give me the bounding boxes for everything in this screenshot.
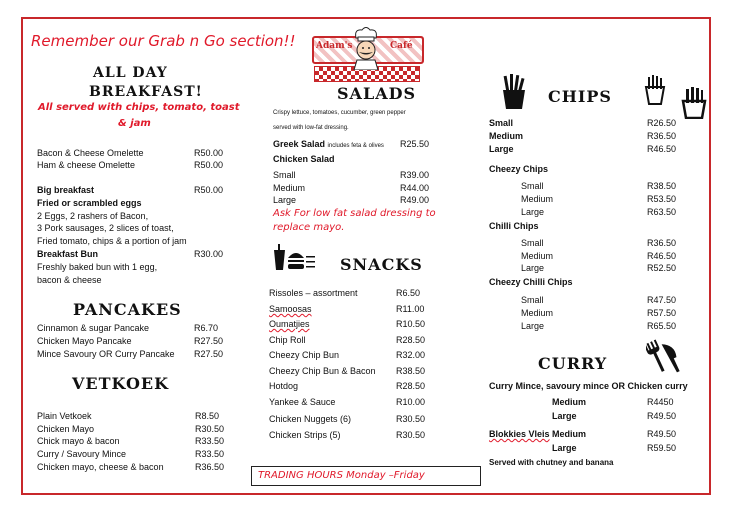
menu-item-price: R53.50 bbox=[647, 194, 677, 204]
logo-left-word: Adam's bbox=[316, 41, 353, 51]
blokkies-vleis-label: Blokkies Vleis bbox=[489, 429, 550, 439]
menu-item-price: R33.50 bbox=[195, 449, 225, 459]
pancakes-title: PANCAKES bbox=[73, 300, 182, 319]
menu-item-price: R49.50 bbox=[647, 429, 677, 439]
menu-item-price: R36.50 bbox=[195, 462, 225, 472]
size-label: Small bbox=[521, 181, 544, 191]
menu-item-name: Breakfast Bun bbox=[37, 249, 99, 259]
salads-desc-line2: served with low-fat dressing. bbox=[273, 125, 349, 131]
menu-item-price: R4450 bbox=[647, 397, 674, 407]
menu-item-price: R49.00 bbox=[400, 195, 430, 205]
menu-item-price: R38.50 bbox=[647, 181, 677, 191]
menu-item-price: R25.50 bbox=[400, 139, 430, 149]
menu-item-price: R50.00 bbox=[194, 185, 224, 195]
menu-item-name bbox=[273, 139, 384, 149]
size-label: Large bbox=[489, 144, 514, 154]
menu-item-price: R30.50 bbox=[396, 430, 426, 440]
menu-item-name: Chicken Mayo bbox=[37, 424, 95, 434]
salad-note-line2: replace mayo. bbox=[273, 222, 345, 233]
menu-item-price: R49.50 bbox=[647, 411, 677, 421]
menu-item-price: R36.50 bbox=[647, 131, 677, 141]
menu-item-price: R26.50 bbox=[647, 118, 677, 128]
size-label: Small bbox=[521, 295, 544, 305]
menu-item-price: R27.50 bbox=[194, 349, 224, 359]
menu-item-price: R8.50 bbox=[195, 411, 220, 421]
menu-item-name: Ham & cheese Omelette bbox=[37, 160, 136, 170]
size-label: Large bbox=[521, 321, 545, 331]
size-label: Small bbox=[489, 118, 514, 128]
menu-item-name: Samoosas bbox=[269, 304, 312, 314]
curry-footer: Served with chutney and banana bbox=[489, 458, 614, 467]
logo-right-word: Café bbox=[390, 41, 413, 51]
menu-item-name: Mince Savoury OR Curry Pancake bbox=[37, 349, 175, 359]
size-label: Large bbox=[552, 443, 577, 453]
menu-item-price: R30.50 bbox=[195, 424, 225, 434]
menu-item-price: R46.50 bbox=[647, 251, 677, 261]
menu-item-name: Chicken Nuggets (6) bbox=[269, 414, 352, 424]
curry-title: CURRY bbox=[538, 354, 608, 373]
size-label: Large bbox=[521, 263, 545, 273]
curry-subtitle: Curry Mince, savoury mince OR Chicken curry bbox=[489, 381, 688, 391]
menu-item-price: R63.50 bbox=[647, 207, 677, 217]
menu-item-desc: Fried tomato, chips & a portion of jam bbox=[37, 236, 187, 246]
menu-item-name: Cinnamon & sugar Pancake bbox=[37, 323, 150, 333]
menu-item-name: Oumatjies bbox=[269, 319, 310, 329]
menu-item-price: R39.00 bbox=[400, 170, 430, 180]
burger-icon bbox=[271, 244, 317, 272]
size-label: Medium bbox=[273, 183, 306, 193]
menu-item-price: R57.50 bbox=[647, 308, 677, 318]
menu-item-name: Chick mayo & bacon bbox=[37, 436, 120, 446]
grab-n-go-banner: Remember our Grab n Go section!! bbox=[31, 32, 296, 50]
menu-item-price: R11.00 bbox=[396, 304, 425, 314]
breakfast-note-line1: All served with chips, tomato, toast bbox=[38, 102, 240, 113]
size-label: Large bbox=[521, 207, 545, 217]
menu-item-name: Curry / Savoury Mince bbox=[37, 449, 127, 459]
menu-item-price: R38.50 bbox=[396, 366, 426, 376]
chef-icon bbox=[348, 26, 384, 70]
menu-item-price: R59.50 bbox=[647, 443, 677, 453]
menu-item-name: Chicken mayo, cheese & bacon bbox=[37, 462, 164, 472]
menu-item-price: R30.50 bbox=[396, 414, 426, 424]
menu-item-price: R6.50 bbox=[396, 288, 421, 298]
fries-icon bbox=[643, 75, 667, 105]
menu-item-price: R36.50 bbox=[647, 238, 677, 248]
menu-item-price: R50.00 bbox=[194, 160, 224, 170]
snacks-title: SNACKS bbox=[340, 255, 423, 274]
menu-item-desc: Freshly baked bun with 1 egg, bbox=[37, 262, 158, 272]
trading-hours-text: TRADING HOURS Monday –Friday bbox=[258, 470, 425, 481]
menu-item-price: R65.50 bbox=[647, 321, 677, 331]
menu-item-name: Plain Vetkoek bbox=[37, 411, 92, 421]
size-label: Medium bbox=[552, 397, 587, 407]
salads-desc-line1: Crispy lettuce, tomatoes, cucumber, green pepper bbox=[273, 110, 406, 116]
menu-item-desc: Fried or scrambled eggs bbox=[37, 198, 142, 208]
menu-item-price: R44.00 bbox=[400, 183, 430, 193]
cheezy-chips-title: Cheezy Chips bbox=[489, 164, 549, 174]
menu-item-price: R50.00 bbox=[194, 148, 224, 158]
chilli-chips-title: Chilli Chips bbox=[489, 221, 539, 231]
vetkoek-title: VETKOEK bbox=[72, 374, 170, 393]
chips-title: CHIPS bbox=[548, 87, 612, 106]
menu-item-name: Cheezy Chip Bun & Bacon bbox=[269, 366, 376, 376]
cheezy-chilli-chips-title: Cheezy Chilli Chips bbox=[489, 277, 573, 287]
menu-item-price: R47.50 bbox=[647, 295, 677, 305]
menu-item-name: Chip Roll bbox=[269, 335, 306, 345]
size-label: Medium bbox=[521, 308, 554, 318]
trading-hours-box bbox=[251, 466, 481, 486]
menu-item-name: Hotdog bbox=[269, 381, 299, 391]
size-label: Small bbox=[273, 170, 296, 180]
menu-item-name: Cheezy Chip Bun bbox=[269, 350, 340, 360]
menu-item-price: R30.00 bbox=[194, 249, 224, 259]
size-label: Medium bbox=[552, 429, 587, 439]
breakfast-title-line1: ALL DAY bbox=[93, 65, 168, 81]
menu-item-price: R10.50 bbox=[396, 319, 426, 329]
menu-item-price: R28.50 bbox=[396, 381, 426, 391]
size-label: Medium bbox=[521, 194, 554, 204]
size-label: Medium bbox=[521, 251, 554, 261]
menu-item-price: R46.50 bbox=[647, 144, 677, 154]
chicken-salad-title: Chicken Salad bbox=[273, 154, 335, 164]
menu-item-price: R33.50 bbox=[195, 436, 225, 446]
salads-title: SALADS bbox=[337, 84, 417, 103]
menu-item-price: R6.70 bbox=[194, 323, 219, 333]
size-label: Small bbox=[521, 238, 544, 248]
breakfast-title-line2: BREAKFAST! bbox=[89, 84, 203, 100]
menu-item-name: Big breakfast bbox=[37, 185, 95, 195]
adams-cafe-logo bbox=[306, 26, 426, 84]
greek-salad-name: Greek Salad bbox=[273, 139, 326, 149]
menu-item-price: R28.50 bbox=[396, 335, 426, 345]
size-label: Large bbox=[273, 195, 297, 205]
menu-item-name: Chicken Mayo Pancake bbox=[37, 336, 132, 346]
fries-icon bbox=[499, 74, 529, 110]
fork-knife-icon bbox=[646, 339, 684, 375]
size-label: Large bbox=[552, 411, 577, 421]
breakfast-note-line2: & jam bbox=[118, 118, 151, 129]
menu-item-name: Rissoles – assortment bbox=[269, 288, 358, 298]
menu-item-name: Yankee & Sauce bbox=[269, 397, 336, 407]
size-label: Medium bbox=[489, 131, 524, 141]
fries-icon bbox=[680, 87, 708, 119]
menu-item-desc: 2 Eggs, 2 rashers of Bacon, bbox=[37, 211, 149, 221]
menu-item-price: R27.50 bbox=[194, 336, 224, 346]
menu-item-price: R52.50 bbox=[647, 263, 677, 273]
greek-salad-note: includes feta & olives bbox=[327, 143, 384, 149]
menu-item-name: Bacon & Cheese Omelette bbox=[37, 148, 144, 158]
menu-item-desc: 3 Pork sausages, 2 slices of toast, bbox=[37, 223, 174, 233]
menu-item-price: R32.00 bbox=[396, 350, 426, 360]
menu-item-price: R10.00 bbox=[396, 397, 426, 407]
menu-item-name: Chicken Strips (5) bbox=[269, 430, 341, 440]
menu-item-desc: bacon & cheese bbox=[37, 275, 102, 285]
salad-note-line1: Ask For low fat salad dressing to bbox=[273, 208, 436, 219]
